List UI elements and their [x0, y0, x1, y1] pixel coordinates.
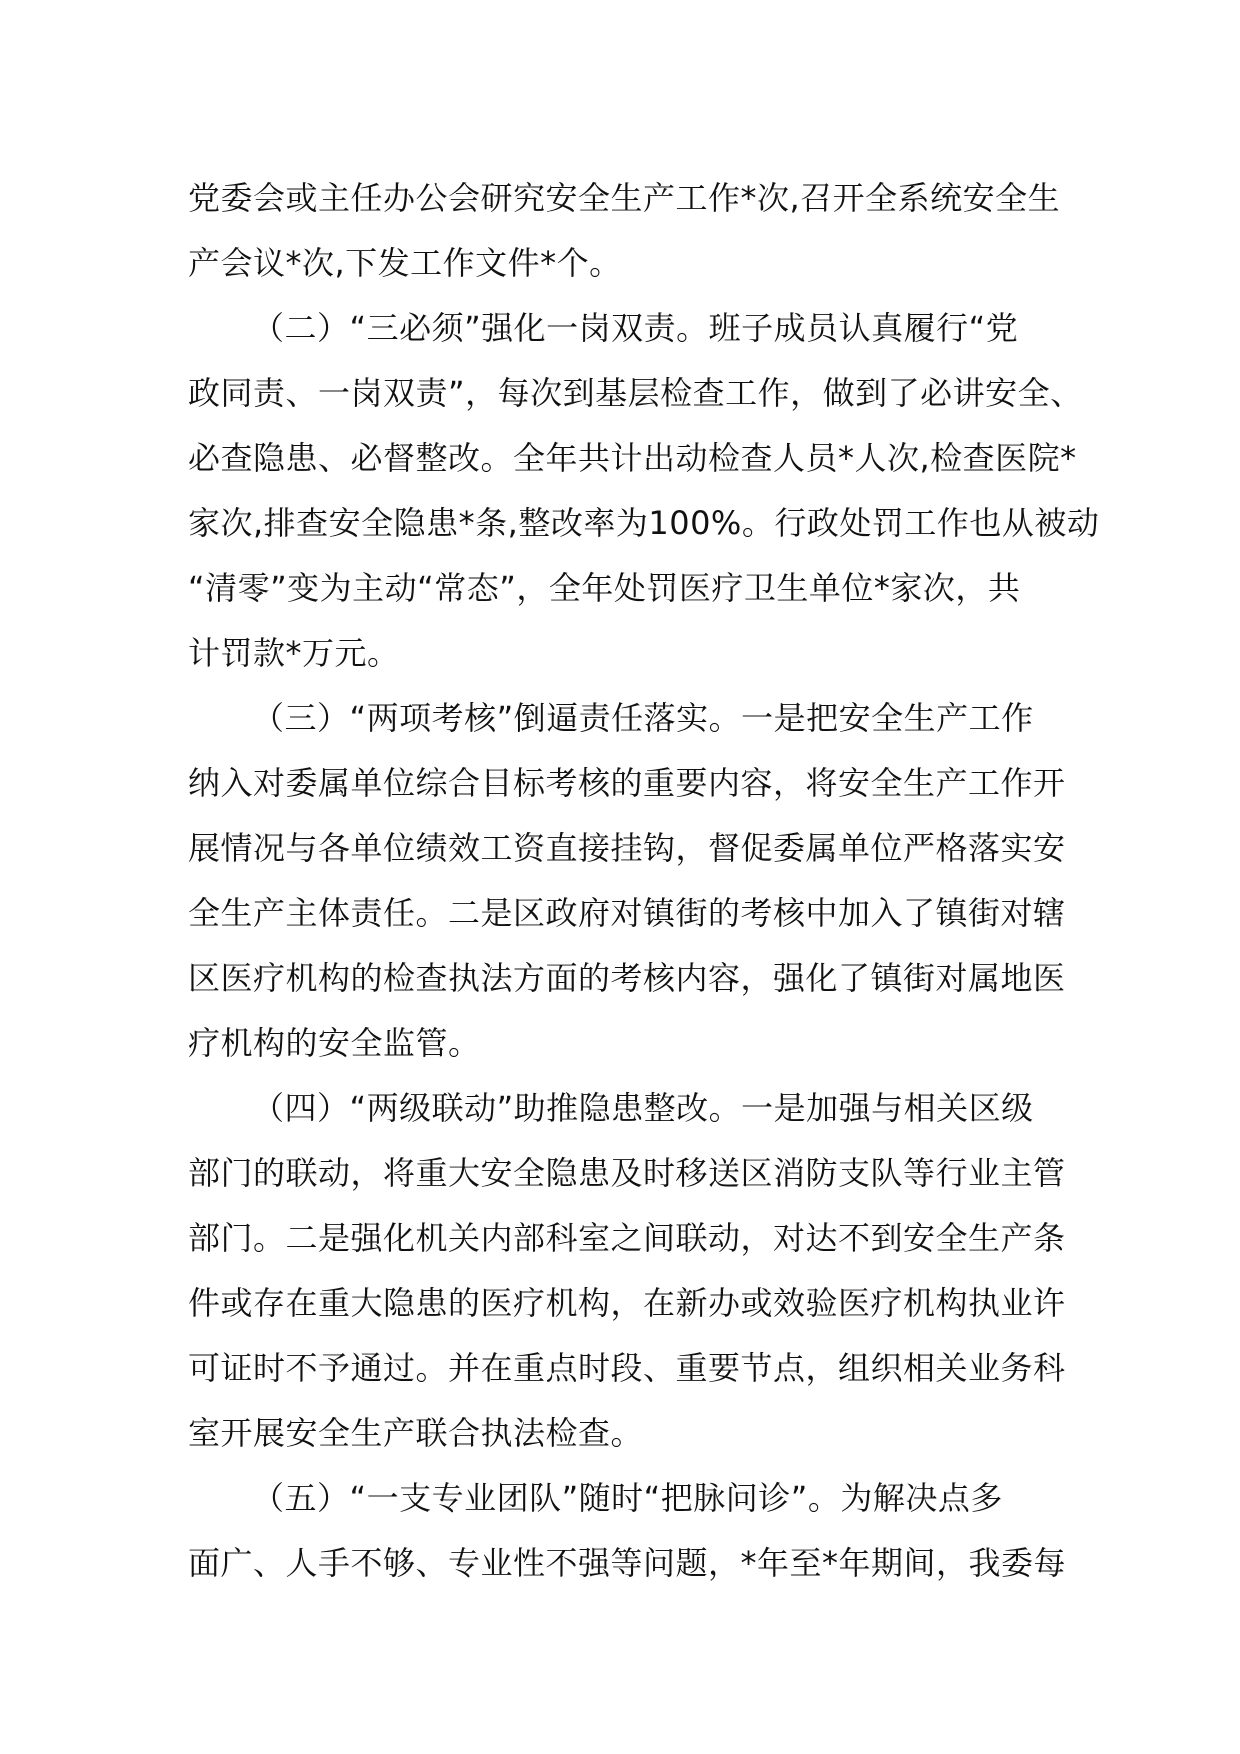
- text-line: 部门的联动，将重大安全隐患及时移送区消防支队等行业主管: [188, 1154, 1066, 1192]
- section-heading-line: （二）“三必须”强化一岗双责。班子成员认真履行“党: [252, 309, 1019, 347]
- text-line: 必查隐患、必督整改。全年共计出动检查人员*人次,检查医院*: [188, 439, 1077, 477]
- document-body: [188, 166, 1100, 1596]
- text-line: 室开展安全生产联合执法检查。: [188, 1414, 644, 1452]
- text-line: 可证时不予通过。并在重点时段、重要节点，组织相关业务科: [188, 1349, 1066, 1387]
- text-line: 计罚款*万元。: [188, 634, 400, 672]
- section-heading-line: （三）“两项考核”倒逼责任落实。一是把安全生产工作: [252, 699, 1034, 737]
- text-line: 产会议*次,下发工作文件*个。: [188, 244, 622, 282]
- text-line: 部门。二是强化机关内部科室之间联动，对达不到安全生产条: [188, 1219, 1066, 1257]
- section-heading-line: （五）“一支专业团队”随时“把脉问诊”。为解决点多: [252, 1479, 1003, 1517]
- text-line: 家次,排查安全隐患*条,整改率为100%。行政处罚工作也从被动: [188, 504, 1100, 542]
- text-line: 全生产主体责任。二是区政府对镇街的考核中加入了镇街对辖: [188, 894, 1066, 932]
- text-line: “清零”变为主动“常态”，全年处罚医疗卫生单位*家次，共: [188, 569, 1021, 607]
- text-line: 党委会或主任办公会研究安全生产工作*次,召开全系统安全生: [188, 179, 1061, 217]
- text-line: 区医疗机构的检查执法方面的考核内容，强化了镇街对属地医: [188, 959, 1066, 997]
- text-line: 面广、人手不够、专业性不强等问题，*年至*年期间，我委每: [188, 1544, 1067, 1582]
- text-line: 展情况与各单位绩效工资直接挂钩，督促委属单位严格落实安: [188, 829, 1066, 867]
- text-line: 疗机构的安全监管。: [188, 1024, 481, 1062]
- text-line: 纳入对委属单位综合目标考核的重要内容，将安全生产工作开: [188, 764, 1066, 802]
- text-line: 件或存在重大隐患的医疗机构，在新办或效验医疗机构执业许: [188, 1284, 1066, 1322]
- section-heading-line: （四）“两级联动”助推隐患整改。一是加强与相关区级: [252, 1089, 1034, 1127]
- text-line: 政同责、一岗双责”，每次到基层检查工作，做到了必讲安全、: [188, 374, 1083, 412]
